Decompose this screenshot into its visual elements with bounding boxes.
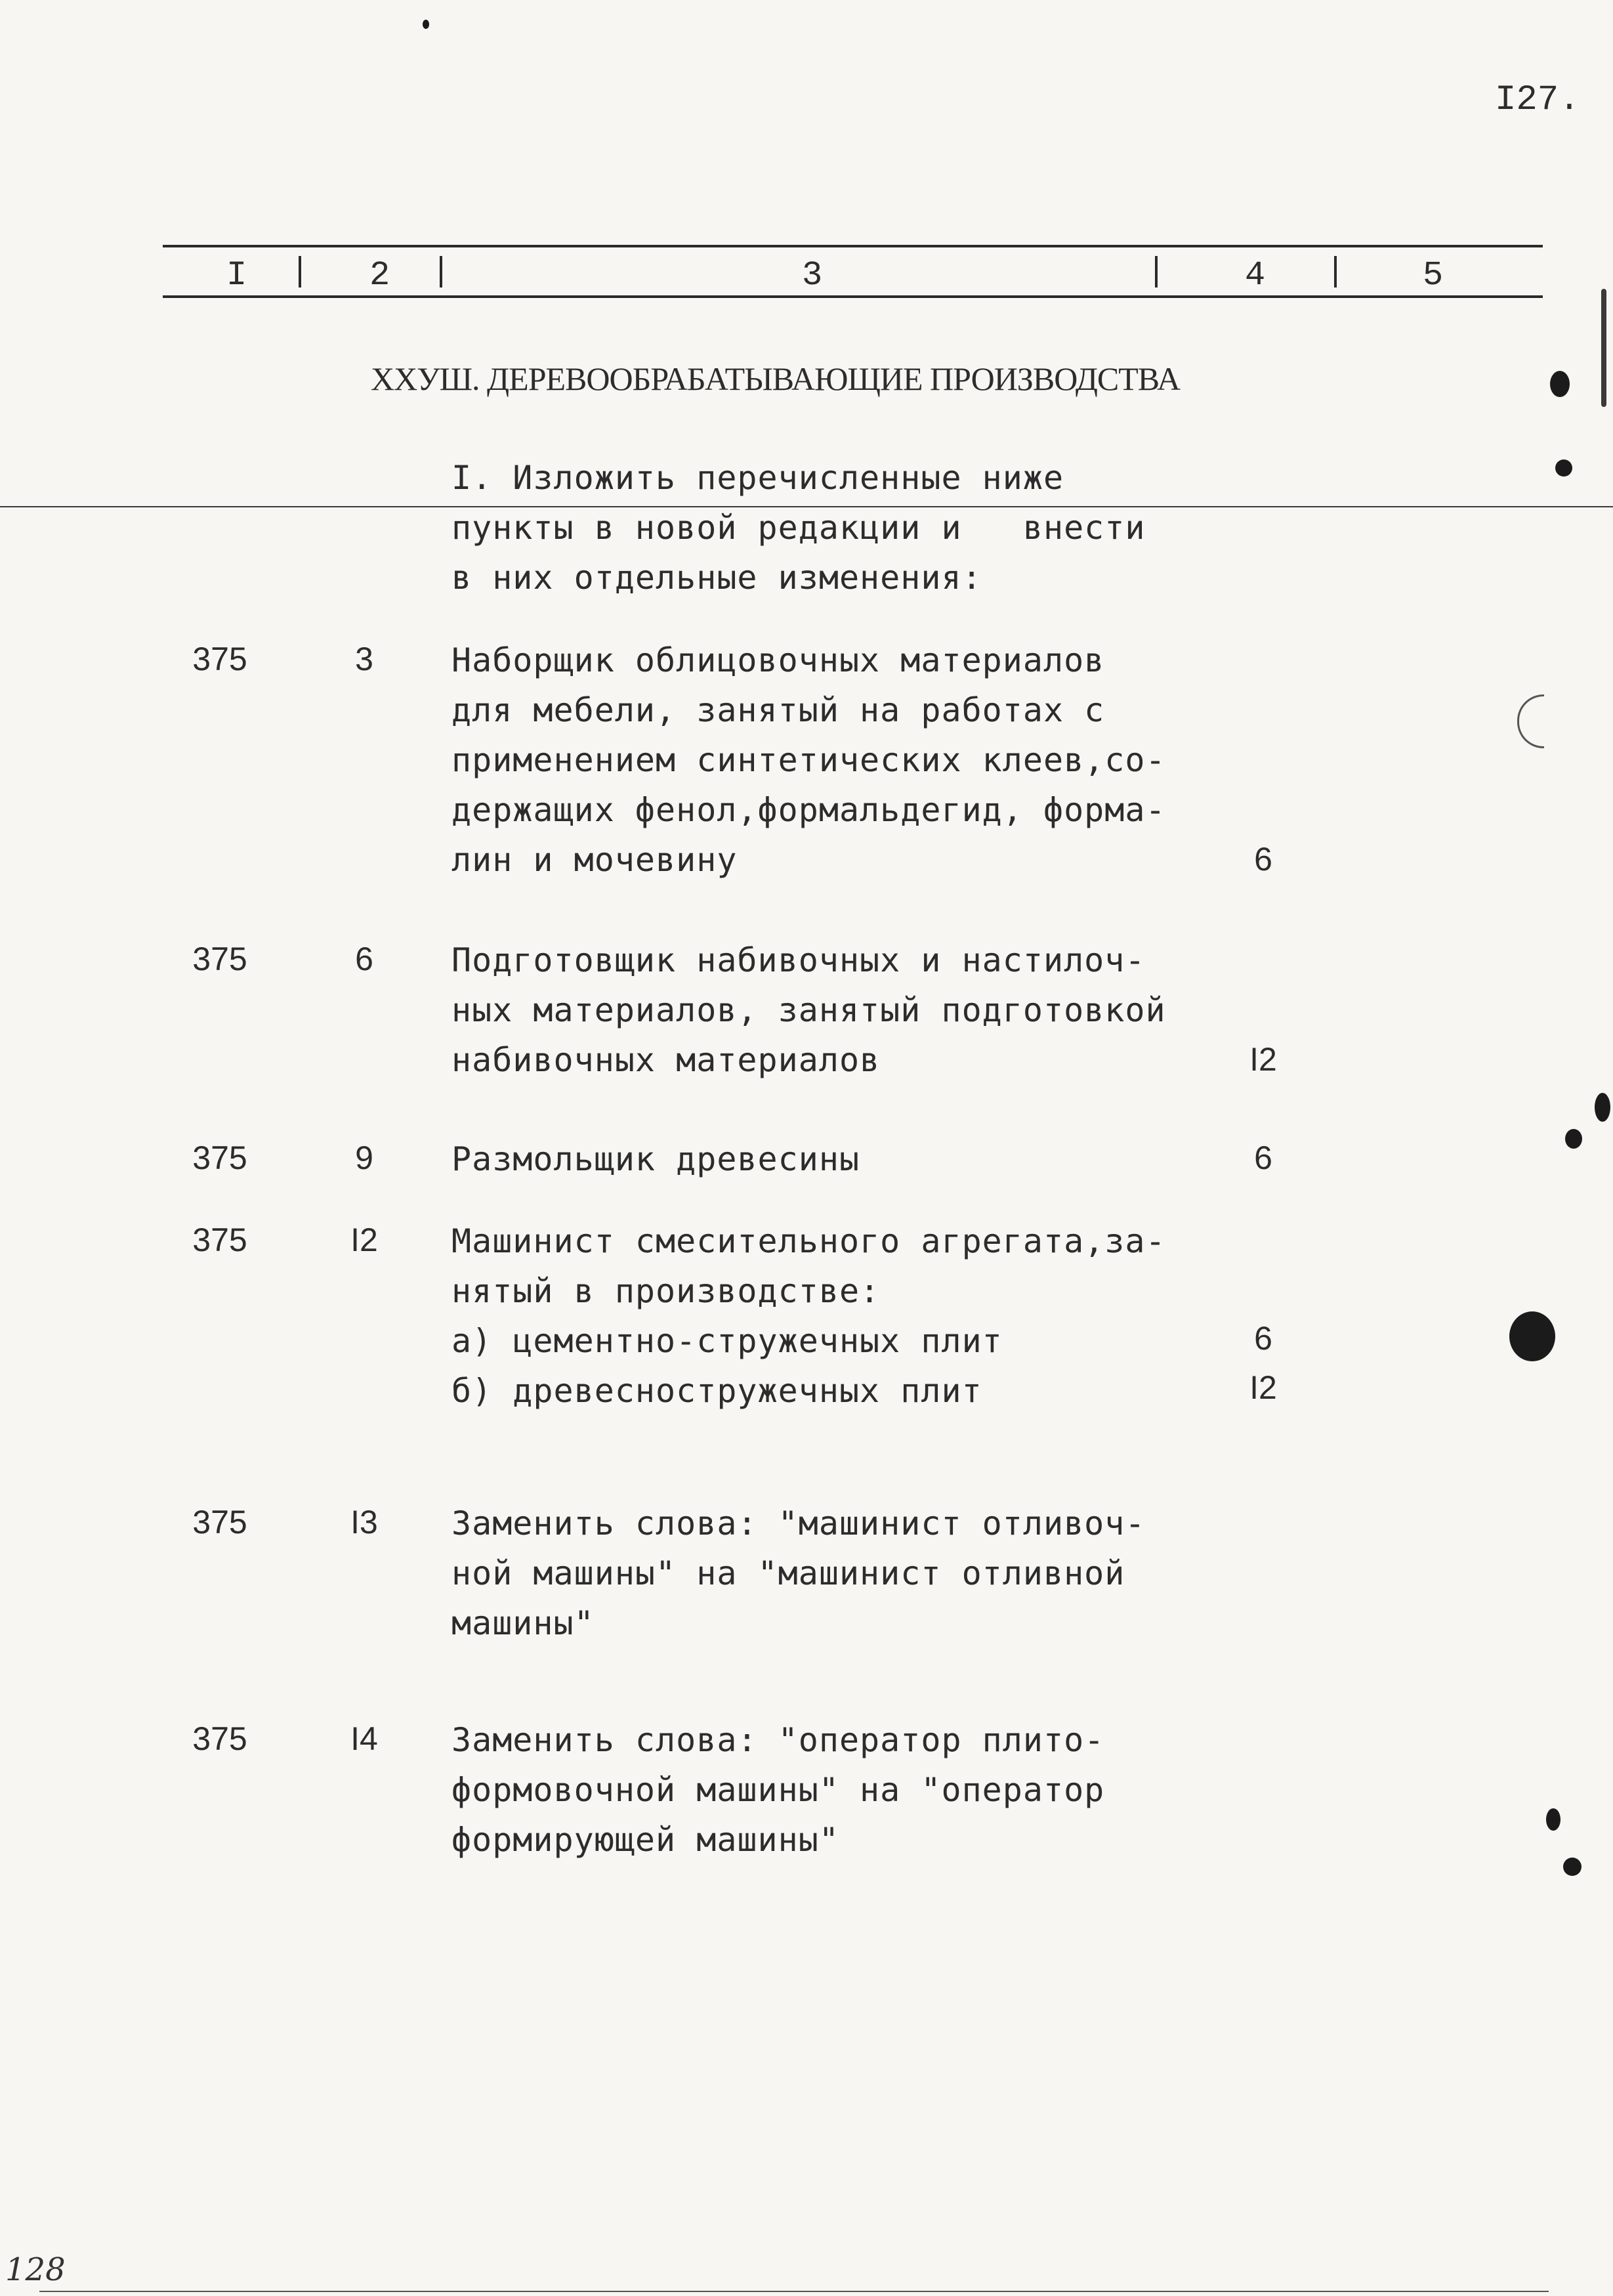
entry-line: формирующей машины" [451, 1821, 839, 1859]
entry-line: б) древесностружечных плит [451, 1372, 982, 1410]
entry-line: набивочных материалов [451, 1041, 881, 1079]
entry-code: 375 [192, 641, 247, 677]
ink-speck [1595, 1093, 1610, 1122]
entry-value: 6 [1254, 841, 1272, 878]
entry-text [451, 1134, 860, 1184]
entry-line: Заменить слова: "оператор плито- [451, 1721, 1105, 1759]
bottom-edge-rule [39, 2291, 1549, 2292]
ink-speck [1550, 371, 1570, 397]
intro-line: I. Изложить перечисленные ниже [451, 459, 1064, 497]
intro-line: в них отдельные изменения: [451, 559, 982, 597]
page-number: I27. [1495, 80, 1580, 120]
entry-value: 6 [1254, 1320, 1272, 1357]
entry-line: формовочной машины" на "оператор [451, 1771, 1105, 1809]
entry-line: ной машины" на "машинист отливной [451, 1554, 1125, 1592]
intro-paragraph [451, 453, 1146, 603]
entry-text [451, 935, 1166, 1085]
entry-code: 375 [192, 1504, 247, 1541]
hole-punch-mark [1509, 1311, 1555, 1361]
entry-text [451, 635, 1166, 885]
entry-line: Размольщик древесины [451, 1140, 860, 1178]
entry-line: машины" [451, 1604, 595, 1642]
entry-number: I2 [350, 1222, 378, 1258]
entry-number: 6 [355, 941, 373, 977]
column-separator [440, 256, 442, 287]
ink-speck [423, 20, 429, 29]
entry-number: I4 [350, 1720, 378, 1757]
column-header-4: 4 [1245, 256, 1266, 295]
column-header-2: 2 [369, 256, 390, 295]
entry-code: 375 [192, 941, 247, 977]
entry-line: нятый в производстве: [451, 1272, 881, 1310]
entry-line: Заменить слова: "машинист отливоч- [451, 1504, 1146, 1542]
entry-number: 9 [355, 1139, 373, 1176]
entry-code: 375 [192, 1139, 247, 1176]
entry-value: I2 [1249, 1041, 1277, 1078]
entry-line: лин и мочевину [451, 841, 738, 879]
entry-text [451, 1216, 1166, 1416]
column-header-5: 5 [1423, 256, 1444, 295]
entry-line: Подготовщик набивочных и настилоч- [451, 941, 1146, 979]
ink-speck [1546, 1808, 1561, 1831]
entry-text [451, 1499, 1146, 1648]
entry-line: держащих фенол,формальдегид, форма- [451, 791, 1166, 829]
column-header-3: 3 [802, 256, 823, 295]
column-separator [299, 256, 301, 287]
entry-number: 3 [355, 641, 373, 677]
handwritten-page-number: 128 [5, 2251, 66, 2288]
section-title: ХХУШ. ДЕРЕВООБРАБАТЫВАЮЩИЕ ПРОИЗВОДСТВА [371, 360, 1181, 397]
ink-speck [1563, 1858, 1582, 1876]
ink-speck [1565, 1129, 1582, 1149]
entry-code: 375 [192, 1222, 247, 1258]
entry-value: I2 [1249, 1369, 1277, 1406]
entry-code: 375 [192, 1720, 247, 1757]
column-separator [1334, 256, 1337, 287]
entry-line: применением синтетических клеев,со- [451, 741, 1166, 779]
entry-line: ных материалов, занятый подготовкой [451, 991, 1166, 1029]
entry-line: а) цементно-стружечных плит [451, 1322, 1003, 1360]
page-edge-mark [1601, 289, 1606, 407]
entry-line: для мебели, занятый на работах с [451, 691, 1105, 729]
entry-line: Машинист смесительного агрегата,за- [451, 1222, 1166, 1260]
intro-line: пункты в новой редакции и внести [451, 509, 1146, 547]
ink-speck [1555, 459, 1572, 477]
entry-number: I3 [350, 1504, 378, 1541]
entry-value: 6 [1254, 1139, 1272, 1176]
entry-text [451, 1715, 1104, 1865]
stray-arc-mark [1517, 694, 1544, 748]
column-separator [1155, 256, 1158, 287]
header-top-rule [163, 245, 1543, 247]
header-bottom-rule [163, 295, 1543, 298]
column-header-1: I [226, 256, 247, 295]
entry-line: Наборщик облицовочных материалов [451, 641, 1105, 679]
